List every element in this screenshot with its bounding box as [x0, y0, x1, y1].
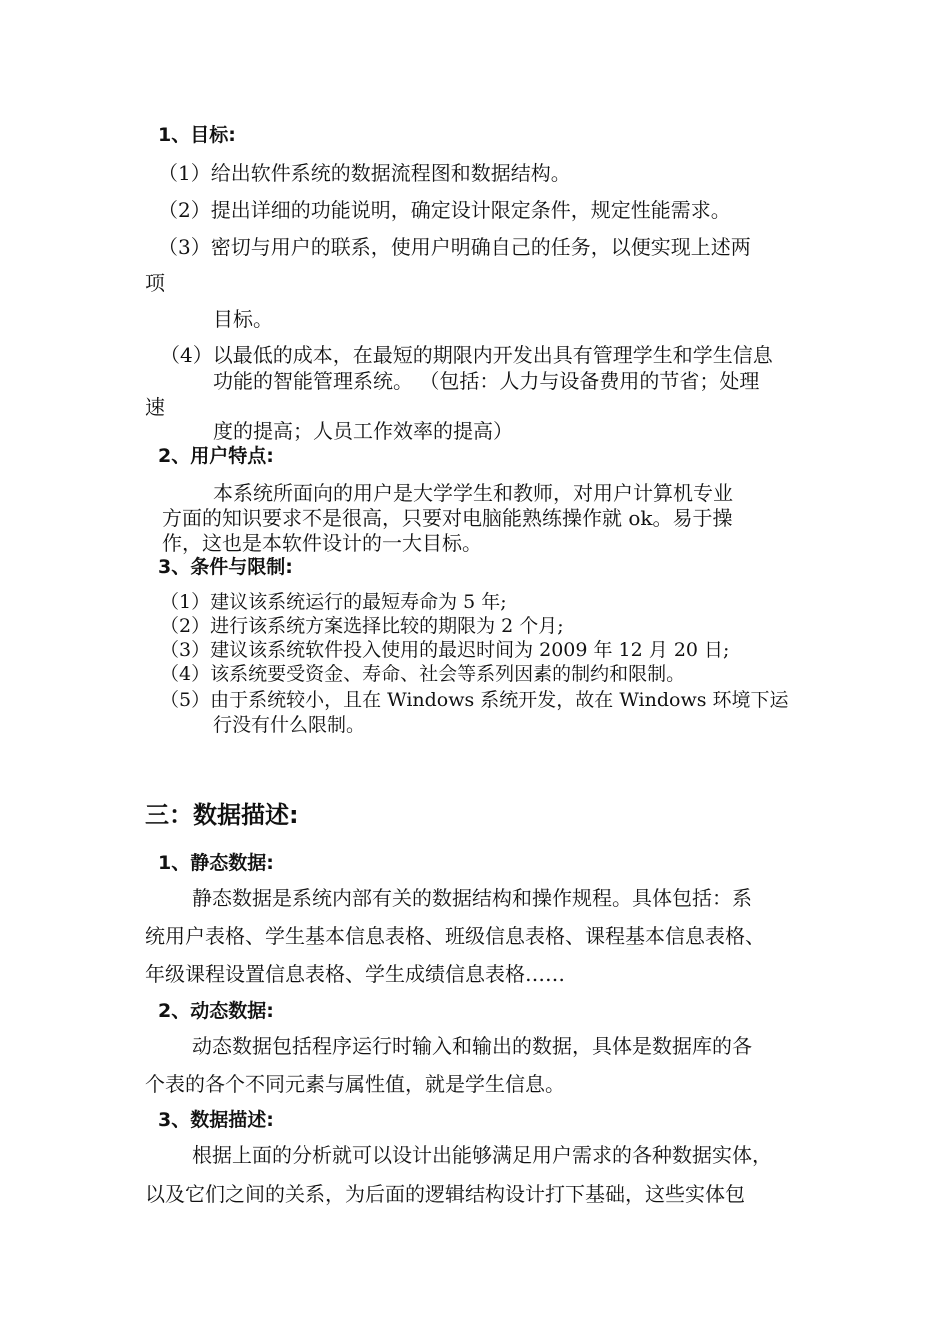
constraint-item: （4）该系统要受资金、寿命、社会等系列因素的制约和限制。 [160, 663, 686, 685]
users-heading: 2、用户特点: [158, 445, 274, 467]
goal-item-continuation: 目标。 [213, 307, 273, 331]
dynamic-data-heading: 2、动态数据: [158, 1000, 274, 1022]
section-title: 三：数据描述: [145, 801, 299, 829]
data-description-heading: 3、数据描述: [158, 1109, 274, 1131]
constraints-heading: 3、条件与限制: [158, 556, 293, 578]
users-paragraph-line: 作，这也是本软件设计的一大目标。 [162, 531, 482, 555]
static-data-heading: 1、静态数据: [158, 852, 274, 874]
users-paragraph-line: 方面的知识要求不是很高，只要对电脑能熟练操作就 ok。易于操 [162, 506, 733, 530]
goal-item: （1）给出软件系统的数据流程图和数据结构。 [158, 161, 571, 185]
goal-item: （3）密切与用户的联系，使用户明确自己的任务，以便实现上述两 [158, 235, 751, 259]
static-data-line: 静态数据是系统内部有关的数据结构和操作规程。具体包括：系 [192, 886, 752, 910]
goal-item: （2）提出详细的功能说明，确定设计限定条件，规定性能需求。 [158, 198, 731, 222]
constraint-item: （2）进行该系统方案选择比较的期限为 2 个月; [160, 615, 564, 637]
dynamic-data-line: 动态数据包括程序运行时输入和输出的数据，具体是数据库的各 [192, 1034, 752, 1058]
static-data-line: 年级课程设置信息表格、学生成绩信息表格…… [145, 962, 565, 986]
users-paragraph-line: 本系统所面向的用户是大学学生和教师，对用户计算机专业 [213, 481, 733, 505]
constraint-item: （5）由于系统较小，且在 Windows 系统开发，故在 Windows 环境下运 [160, 689, 789, 711]
constraint-item: （3）建议该系统软件投入使用的最迟时间为 2009 年 12 月 20 日; [160, 639, 730, 661]
goal-item-wrap: 速 [145, 395, 165, 419]
goal-item-continuation: 度的提高；人员工作效率的提高） [213, 419, 513, 443]
goal-item: （4）以最低的成本，在最短的期限内开发出具有管理学生和学生信息 [160, 343, 773, 367]
data-description-line: 以及它们之间的关系，为后面的逻辑结构设计打下基础，这些实体包 [145, 1182, 745, 1206]
constraint-item-continuation: 行没有什么限制。 [213, 714, 366, 736]
data-description-line: 根据上面的分析就可以设计出能够满足用户需求的各种数据实体， [192, 1143, 772, 1167]
goal-item-continuation: 功能的智能管理系统。 （包括：人力与设备费用的节省；处理 [213, 369, 760, 393]
static-data-line: 统用户表格、学生基本信息表格、班级信息表格、课程基本信息表格、 [145, 924, 765, 948]
goal-item-wrap: 项 [145, 271, 165, 295]
dynamic-data-line: 个表的各个不同元素与属性值，就是学生信息。 [145, 1072, 565, 1096]
constraint-item: （1）建议该系统运行的最短寿命为 5 年; [160, 591, 507, 613]
goals-heading: 1、目标: [158, 124, 236, 146]
